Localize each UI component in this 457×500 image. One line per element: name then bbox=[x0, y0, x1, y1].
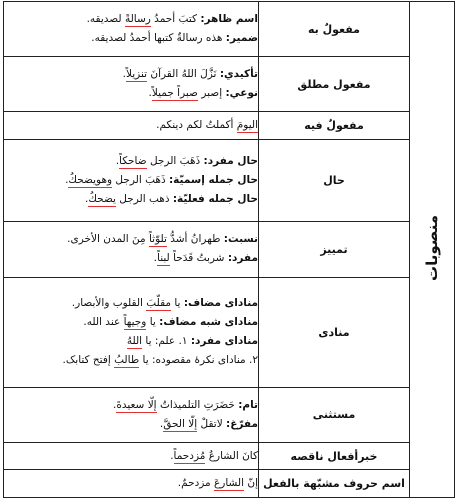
examples-cell bbox=[4, 2, 259, 57]
example-text-after: . bbox=[153, 252, 157, 265]
example-label: تأكيدي: bbox=[219, 68, 258, 81]
examples-cell bbox=[4, 442, 259, 470]
example-text: شربتُ قَدَحاً bbox=[169, 252, 228, 265]
example-text: إصبر bbox=[197, 87, 226, 100]
example-label: حال جمله إسميّة: bbox=[168, 174, 258, 187]
example-text-after: . bbox=[148, 87, 152, 100]
example-text: كتبَ أحمدُ bbox=[150, 13, 201, 26]
table-body bbox=[4, 2, 455, 498]
example-line bbox=[4, 29, 258, 48]
example-text: ۱. علم: يا bbox=[142, 335, 191, 348]
example-label: ضمير: bbox=[225, 32, 258, 45]
example-line bbox=[4, 230, 258, 249]
example-text-after: . bbox=[84, 193, 89, 206]
highlighted-word: يضحكُ bbox=[88, 193, 116, 206]
highlighted-word: إلّا سعيدةَ bbox=[116, 398, 157, 411]
example-line bbox=[4, 313, 258, 332]
example-text: حَضَرَتِ التلميذاتُ bbox=[156, 398, 239, 411]
example-text: طهرانُ أشدُّ bbox=[166, 233, 224, 246]
example-text-after: . bbox=[115, 155, 120, 168]
examples-cell bbox=[4, 57, 259, 112]
example-label: نسبت: bbox=[223, 233, 258, 246]
section-title-cell bbox=[410, 2, 455, 498]
example-label: اسم ظاهر: bbox=[200, 13, 258, 26]
table-row bbox=[4, 470, 455, 498]
example-text-after: مزدحمٌ. bbox=[177, 477, 214, 490]
example-line bbox=[4, 10, 258, 29]
example-line bbox=[4, 65, 258, 84]
example-text: ذَهَبَ الرجل bbox=[112, 174, 169, 187]
highlighted-word: مقلّبَ bbox=[146, 297, 172, 310]
grammar-term: تمييز bbox=[259, 222, 410, 277]
example-label: مفرد: bbox=[227, 252, 258, 265]
highlighted-word: مُزدحماً bbox=[173, 449, 206, 462]
table-row bbox=[4, 222, 455, 277]
example-line bbox=[4, 190, 258, 209]
example-line bbox=[4, 474, 258, 493]
highlighted-word: وجيهاً bbox=[123, 316, 147, 329]
examples-cell bbox=[4, 222, 259, 277]
example-line bbox=[4, 294, 258, 313]
grammar-term: مستثنى bbox=[259, 387, 410, 442]
example-line bbox=[4, 116, 258, 135]
table-row bbox=[4, 442, 455, 470]
example-line bbox=[4, 415, 258, 434]
section-title: منصوبات bbox=[423, 214, 441, 281]
highlighted-word: ضاحكاً bbox=[119, 155, 147, 168]
table-row bbox=[4, 112, 455, 140]
example-text: يا bbox=[146, 316, 160, 329]
nasb-cases-table bbox=[3, 1, 455, 498]
example-label: تام: bbox=[238, 398, 258, 411]
example-text-after: عند الله. bbox=[83, 316, 124, 329]
example-line bbox=[4, 152, 258, 171]
highlighted-word: صبراً جميلاً bbox=[151, 87, 198, 100]
highlighted-word: وهويضحكُ bbox=[68, 174, 113, 187]
example-text-after: لصديقه. bbox=[86, 13, 125, 26]
example-text-after: القلوب والأبصار. bbox=[71, 297, 147, 310]
example-text: لاتقلْ bbox=[197, 417, 227, 430]
table-row bbox=[4, 277, 455, 387]
grammar-term: منادی bbox=[259, 277, 410, 387]
example-text: نَزَّلَ اللهُ القرآنَ bbox=[147, 68, 220, 81]
highlighted-word: لبناً bbox=[157, 252, 170, 265]
example-text-after: إفتح كتابک. bbox=[62, 354, 115, 367]
example-text: إنّ bbox=[244, 477, 258, 490]
example-text: ۲. منادای نکرهٔ مقصوده: يا bbox=[139, 354, 258, 367]
table-row bbox=[4, 2, 455, 57]
example-text-after: . bbox=[122, 68, 126, 81]
highlighted-word: طالبُ bbox=[114, 354, 140, 367]
example-text: يا bbox=[171, 297, 184, 310]
highlighted-word: تلوّثاً bbox=[148, 233, 167, 246]
example-text: هذه رسالةٌ كتبها أحمدُ لصديقه. bbox=[91, 32, 226, 45]
grammar-term: مفعولٌ به bbox=[259, 2, 410, 57]
highlighted-word: إلّا الحقَّ bbox=[163, 417, 198, 430]
example-text-after: . bbox=[159, 417, 164, 430]
example-line bbox=[4, 351, 258, 370]
example-text: ذهب الرجل bbox=[115, 193, 173, 206]
table-row bbox=[4, 57, 455, 112]
example-label: منادای مضاف: bbox=[183, 297, 258, 310]
example-text: كانَ الشارعُ bbox=[205, 449, 258, 462]
example-line bbox=[4, 84, 258, 103]
example-text-after: . bbox=[65, 174, 69, 187]
grammar-term: خبرأفعال ناقصه bbox=[259, 442, 410, 470]
highlighted-word: اللهُ bbox=[126, 335, 143, 348]
examples-cell bbox=[4, 387, 259, 442]
example-text-after: . bbox=[170, 449, 174, 462]
highlighted-word: رسالةً bbox=[124, 13, 151, 26]
example-label: نوعي: bbox=[225, 87, 258, 100]
examples-cell bbox=[4, 112, 259, 140]
example-label: حال مفرد: bbox=[203, 155, 258, 168]
example-label: مفرّغ: bbox=[226, 417, 258, 430]
grammar-term: مفعولٌ فيه bbox=[259, 112, 410, 140]
example-line bbox=[4, 332, 258, 351]
highlighted-word: اليومَ bbox=[236, 118, 258, 131]
example-label: حال جمله فعليّة: bbox=[172, 193, 258, 206]
example-line bbox=[4, 171, 258, 190]
grammar-term: مفعول مطلق bbox=[259, 57, 410, 112]
grammar-term: اسم حروف مشبّهة بالفعل bbox=[259, 470, 410, 498]
examples-cell bbox=[4, 470, 259, 498]
examples-cell bbox=[4, 139, 259, 222]
grammar-term: حال bbox=[259, 139, 410, 222]
example-text-after: أكملتُ لكم دينكم. bbox=[156, 118, 237, 131]
example-line bbox=[4, 447, 258, 466]
example-label: منادای مفرد: bbox=[190, 335, 258, 348]
example-line bbox=[4, 249, 258, 268]
example-text: ذَهَبَ الرجل bbox=[146, 155, 204, 168]
example-text-after: مِنَ المدن الأخرى. bbox=[67, 233, 149, 246]
highlighted-word: الشارعَ bbox=[214, 477, 245, 490]
examples-cell bbox=[4, 277, 259, 387]
example-label: منادای شبه مضاف: bbox=[159, 316, 258, 329]
example-text-after: . bbox=[112, 398, 117, 411]
example-line bbox=[4, 396, 258, 415]
highlighted-word: تنزيلاً bbox=[125, 68, 148, 81]
table-row bbox=[4, 139, 455, 222]
table-row bbox=[4, 387, 455, 442]
